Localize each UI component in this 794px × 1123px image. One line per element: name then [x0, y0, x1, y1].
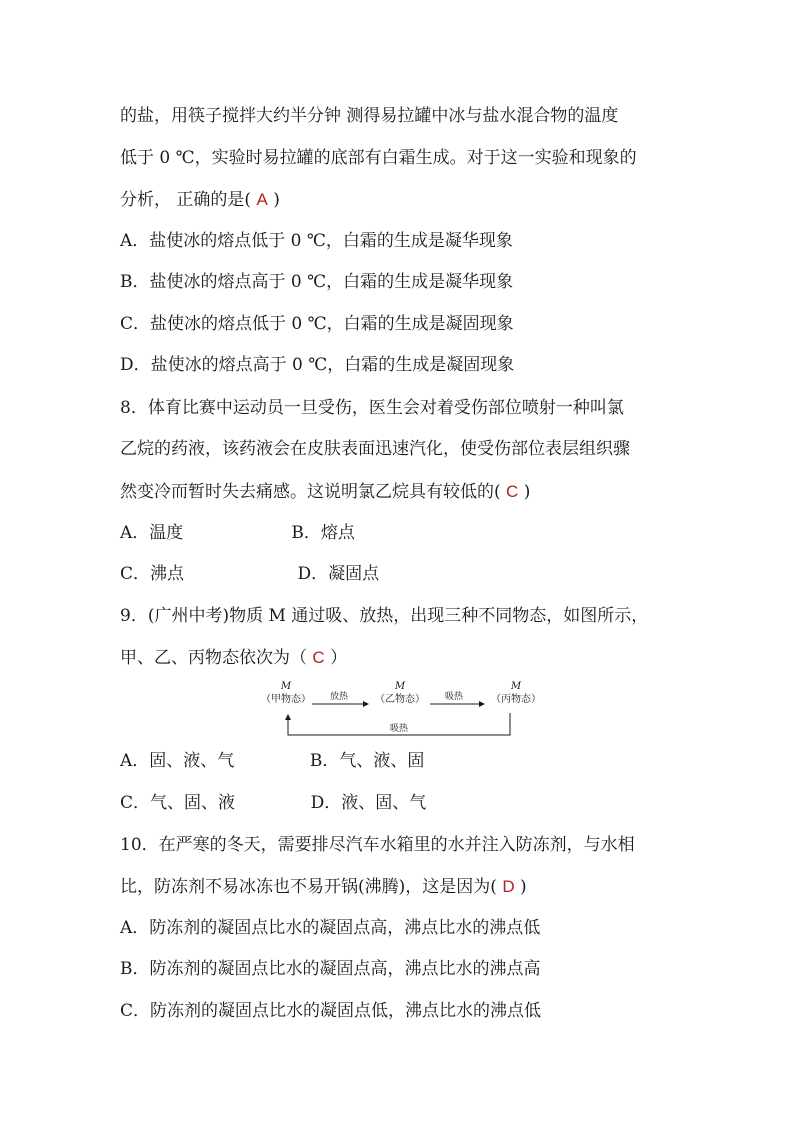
answer-mark: C — [312, 648, 325, 667]
question-10: 10．在严寒的冬天，需要排尽汽车水箱里的水并注入防冻剂，与水相 — [120, 835, 635, 855]
text-line: 低于 0 ℃，实验时易拉罐的底部有白霜生成。对于这一实验和现象的 — [120, 148, 637, 168]
option-d: D．盐使冰的熔点高于 0 ℃，白霜的生成是凝固现象 — [120, 355, 515, 375]
question-stem: 比，防冻剂不易冰冻也不易开锅(沸腾)，这是因为( D ) — [120, 877, 527, 897]
text-line: 的盐，用筷子搅拌大约半分钟 测得易拉罐中冰与盐水混合物的温度 — [120, 106, 619, 126]
text-line: 乙烷的药液，该药液会在皮肤表面迅速汽化，使受伤部位表层组织骤 — [120, 439, 630, 459]
question-stem: 分析， 正确的是( A ) — [120, 190, 280, 210]
label-absorb-heat-bottom: 吸热 — [390, 724, 409, 734]
answer-mark: D — [502, 877, 515, 896]
option-b: B．盐使冰的熔点高于 0 ℃，白霜的生成是凝华现象 — [120, 272, 514, 292]
state-yi: M （乙物态） — [375, 681, 425, 705]
options-ab: A．固、液、气 B．气、液、固 — [120, 751, 425, 771]
answer-mark: C — [506, 482, 519, 501]
option-a: A．防冻剂的凝固点比水的凝固点高，沸点比水的沸点低 — [120, 918, 541, 938]
option-b: B．防冻剂的凝固点比水的凝固点高，沸点比水的沸点高 — [120, 959, 541, 979]
option-a: A．盐使冰的熔点低于 0 ℃，白霜的生成是凝华现象 — [120, 231, 513, 251]
options-cd: C．气、固、液 D．液、固、气 — [120, 793, 427, 813]
question-stem: 甲、乙、丙物态依次为（ C ） — [120, 648, 348, 668]
options-cd: C．沸点 D．凝固点 — [120, 564, 380, 584]
answer-mark: A — [256, 190, 268, 209]
label-absorb-heat: 吸热 — [445, 692, 464, 702]
option-c: C．盐使冰的熔点低于 0 ℃，白霜的生成是凝固现象 — [120, 314, 514, 334]
question-9: 9．(广州中考)物质 M 通过吸、放热，出现三种不同物态，如图所示， — [120, 606, 649, 626]
state-bing: M （丙物态） — [491, 681, 541, 705]
option-c: C．防冻剂的凝固点比水的凝固点低，沸点比水的沸点低 — [120, 1001, 542, 1021]
state-jia: M （甲物态） — [261, 681, 311, 705]
question-stem: 然变冷而暂时失去痛感。这说明氯乙烷具有较低的( C ) — [120, 482, 531, 502]
label-release-heat: 放热 — [330, 692, 349, 702]
question-8: 8．体育比赛中运动员一旦受伤，医生会对着受伤部位喷射一种叫氯 — [120, 398, 624, 418]
options-ab: A．温度 B．熔点 — [120, 523, 355, 543]
state-change-diagram — [250, 677, 550, 742]
